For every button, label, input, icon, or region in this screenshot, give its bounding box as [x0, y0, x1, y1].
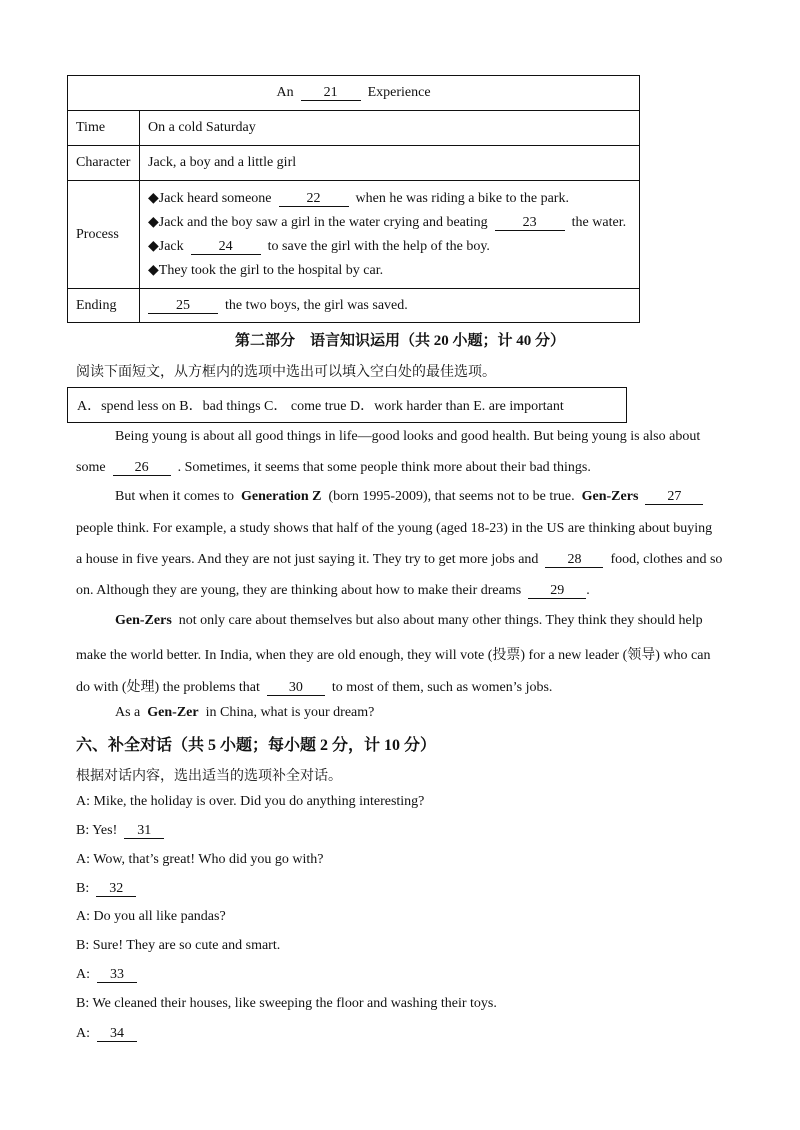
blank-26[interactable]: 26	[113, 460, 171, 476]
blank-24[interactable]: 24	[191, 239, 261, 255]
section6-instruction: 根据对话内容，选出适当的选项补全对话。	[76, 769, 342, 784]
blank-23[interactable]: 23	[495, 215, 565, 231]
part2-instruction: 阅读下面短文，从方框内的选项中选出可以填入空白处的最佳选项。	[76, 365, 496, 380]
section6-heading: 六、补全对话（共 5 小题；每小题 2 分，计 10 分）	[76, 737, 437, 754]
character-label: Character	[68, 146, 140, 181]
p2-line1: But when it comes to Generation Z (born 1995-2009), that seems not to be true. Gen-Zers 27	[115, 489, 703, 505]
process-value	[140, 181, 640, 289]
blank-29[interactable]: 29	[528, 583, 586, 599]
process-line-4: ◆They took the girl to the hospital by car.	[148, 262, 384, 278]
ending-label: Ending	[68, 289, 140, 323]
table-title	[68, 76, 640, 111]
p2-line3: a house in five years. And they are not just saying it. They try to get more jobs and 28 food, clothes and so	[76, 552, 723, 567]
dialog-line-5: A: Do you all like pandas?	[76, 909, 226, 924]
dialog-line-1: A: Mike, the holiday is over. Did you do anything interesting?	[76, 794, 425, 809]
blank-21[interactable]: 21	[301, 85, 361, 101]
dialog-line-9: A: 34	[76, 1026, 137, 1042]
p1-line1: Being young is about all good things in life—good looks and good health. But being young is also about	[115, 429, 701, 444]
process-label: Process	[68, 181, 140, 289]
process-line-3: ◆Jack 24 to save the girl with the help of the boy.	[148, 238, 490, 254]
dialog-line-6: B: Sure! They are so cute and smart.	[76, 938, 281, 953]
blank-28[interactable]: 28	[545, 552, 603, 568]
p4-line: As a Gen-Zer in China, what is your dream?	[115, 705, 375, 720]
p3-line3: do with (处理) the problems that 30 to most of them, such as women’s jobs.	[76, 680, 553, 695]
dialog-line-3: A: Wow, that’s great! Who did you go with?	[76, 852, 324, 867]
p2-line4: on. Although they are young, they are thinking about how to make their dreams 29 .	[76, 583, 590, 598]
p2-line2: people think. For example, a study shows that half of the young (aged 18-23) in the US are thinking about buying	[76, 521, 713, 536]
blank-33[interactable]: 33	[97, 967, 137, 983]
time-value: On a cold Saturday	[140, 111, 640, 146]
dialog-line-2: B: Yes! 31	[76, 823, 164, 839]
process-line-2: ◆Jack and the boy saw a girl in the water crying and beating 23 the water.	[148, 214, 627, 230]
blank-30[interactable]: 30	[267, 680, 325, 696]
p3-line1: Gen-Zers not only care about themselves but also about many other things. They think they should help	[115, 613, 703, 628]
time-label: Time	[68, 111, 140, 146]
ending-value: 25 the two boys, the girl was saved.	[140, 289, 640, 323]
blank-31[interactable]: 31	[124, 823, 164, 839]
blank-25[interactable]: 25	[148, 298, 218, 314]
blank-27[interactable]: 27	[645, 489, 703, 505]
character-value: Jack, a boy and a little girl	[140, 146, 640, 181]
part2-heading: 第二部分 语言知识运用（共 20 小题；计 40 分）	[234, 333, 565, 349]
blank-32[interactable]: 32	[96, 881, 136, 897]
title-prefix: An	[276, 85, 294, 100]
blank-34[interactable]: 34	[97, 1026, 137, 1042]
p3-line2: make the world better. In India, when they are old enough, they will vote (投票) for a new leader (领导) who can	[76, 648, 711, 663]
options-box: A．spend less on B．bad things C． come true D．work harder than E. are important	[67, 387, 627, 423]
dialog-line-4: B: 32	[76, 881, 136, 897]
title-suffix: Experience	[367, 85, 431, 100]
p1-line2: some 26 . Sometimes, it seems that some people think more about their bad things.	[76, 460, 591, 475]
process-line-1: ◆Jack heard someone 22 when he was riding a bike to the park.	[148, 190, 569, 206]
dialog-line-8: B: We cleaned their houses, like sweeping the floor and washing their toys.	[76, 996, 497, 1011]
blank-22[interactable]: 22	[279, 191, 349, 207]
dialog-line-7: A: 33	[76, 967, 137, 983]
experience-table	[67, 75, 640, 323]
